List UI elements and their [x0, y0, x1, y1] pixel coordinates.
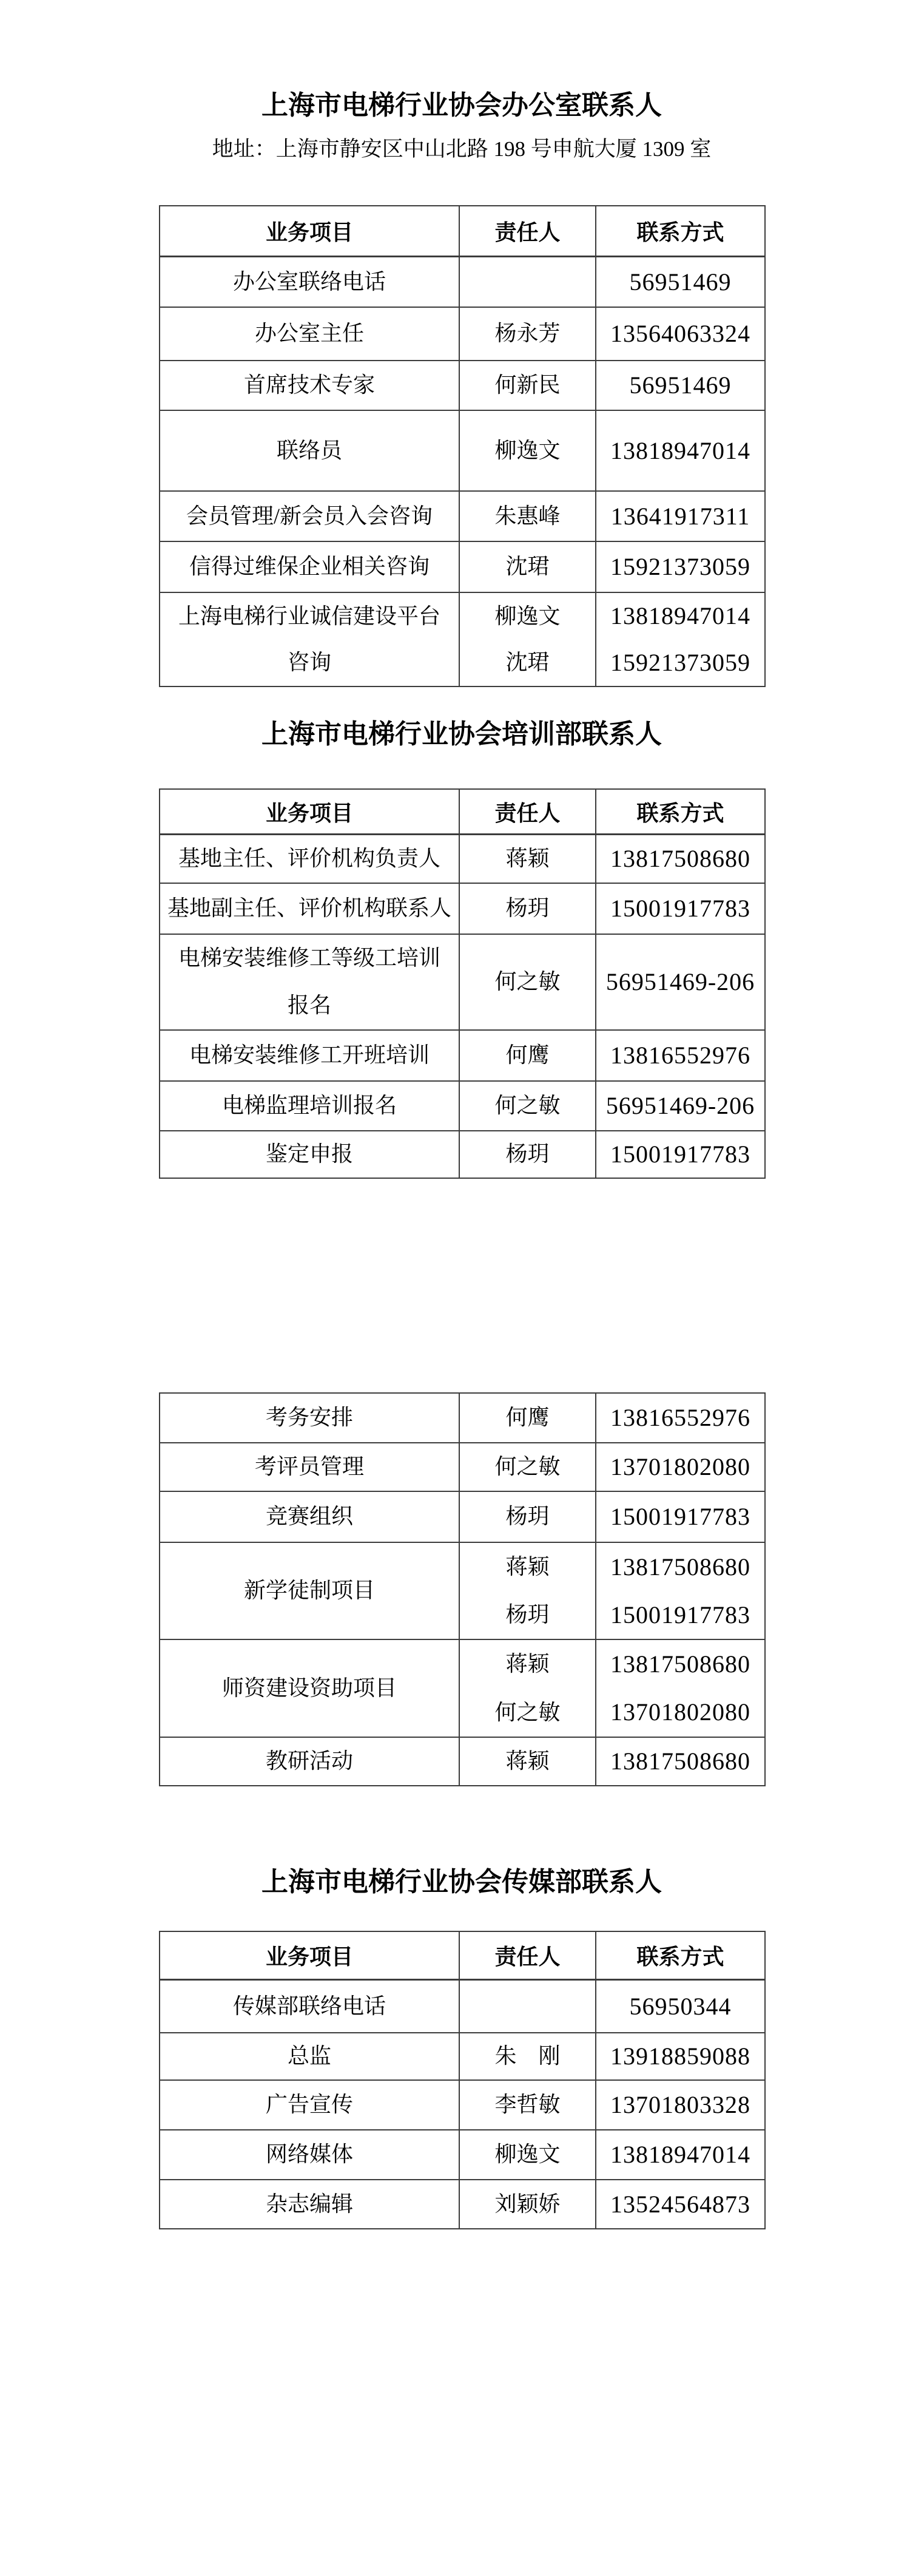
table-cell	[596, 883, 765, 934]
cell-line: 蒋颖	[505, 1749, 550, 1774]
page-break-gap	[159, 1179, 764, 1392]
cell-line: 15001917783	[610, 1601, 750, 1629]
cell-line: 沈珺	[505, 554, 550, 579]
table-cell	[459, 361, 596, 410]
table-cell	[160, 1542, 459, 1639]
cell-line: 13701802080	[610, 1453, 750, 1480]
table-row	[160, 2130, 765, 2180]
cell-line: 15921373059	[610, 648, 750, 676]
cell-line: 基地主任、评价机构负责人	[178, 846, 440, 871]
cell-line: 13816552976	[610, 1042, 750, 1069]
cell-line: 15001917783	[610, 1141, 750, 1168]
training-contacts-continued-grid	[159, 1392, 766, 1786]
table-cell	[160, 1081, 459, 1131]
cell-line: 电梯监理培训报名	[221, 1093, 397, 1118]
table-cell	[596, 2033, 765, 2080]
table-row	[160, 257, 765, 308]
table-cell	[160, 835, 459, 884]
cell-line: 鉴定申报	[265, 1142, 353, 1167]
column-header: 联系方式	[596, 1931, 765, 1980]
cell-line: 13701803328	[610, 2091, 750, 2118]
cell-line: 柳逸文	[494, 2142, 561, 2167]
table-cell	[459, 1081, 596, 1131]
table-cell	[596, 257, 765, 308]
table-row	[160, 883, 765, 934]
table-row	[160, 2033, 765, 2080]
table-cell	[160, 934, 459, 1030]
cell-line: 朱 刚	[494, 2044, 561, 2069]
cell-line: 办公室主任	[254, 321, 364, 346]
table-cell	[160, 2130, 459, 2180]
table-cell	[160, 592, 459, 686]
cell-line	[460, 269, 595, 295]
table-cell	[459, 1131, 596, 1178]
table-cell	[459, 835, 596, 884]
table-row	[160, 1491, 765, 1542]
table-cell	[596, 2080, 765, 2130]
table-cell	[160, 1737, 459, 1786]
office-contacts-grid	[159, 205, 766, 687]
cell-line: 信得过维保企业相关咨询	[189, 554, 430, 579]
header-row	[160, 1931, 765, 1980]
table-cell	[596, 592, 765, 686]
table-row	[160, 934, 765, 1030]
table-cell	[596, 541, 765, 592]
cell-line: 柳逸文	[494, 438, 561, 463]
header-row	[160, 206, 765, 257]
column-header: 业务项目	[160, 789, 459, 835]
cell-line: 13701802080	[610, 1698, 750, 1726]
cell-line: 何新民	[494, 373, 561, 398]
table-cell	[596, 1737, 765, 1786]
cell-line: 杨永芳	[494, 321, 561, 346]
cell-line: 13564063324	[610, 320, 750, 347]
table-cell	[459, 592, 596, 686]
training-contacts-continued-table	[159, 1392, 764, 1786]
table-cell	[459, 2130, 596, 2180]
cell-line: 13818947014	[610, 436, 750, 464]
table-cell	[160, 257, 459, 308]
table-cell	[596, 934, 765, 1030]
cell-line: 上海电梯行业诚信建设平台	[178, 603, 440, 628]
column-header: 责任人	[459, 789, 596, 835]
table-cell	[596, 2130, 765, 2180]
table-cell	[160, 410, 459, 491]
cell-line: 教研活动	[265, 1749, 353, 1774]
table-cell	[596, 1491, 765, 1542]
cell-line: 13817508680	[610, 845, 750, 872]
cell-line: 何鹰	[505, 1405, 550, 1430]
table-row	[160, 491, 765, 541]
cell-line: 15001917783	[610, 895, 750, 922]
cell-line: 56951469	[629, 371, 732, 399]
cell-line: 刘颖娇	[494, 2191, 561, 2216]
table-cell	[596, 1393, 765, 1443]
cell-line: 沈珺	[505, 650, 550, 675]
table-cell	[459, 307, 596, 361]
table-cell	[160, 491, 459, 541]
cell-line: 师资建设资助项目	[221, 1675, 397, 1700]
table-cell	[596, 361, 765, 410]
table-row	[160, 1030, 765, 1081]
cell-line: 杨玥	[505, 1602, 550, 1627]
table-cell	[459, 491, 596, 541]
training-contacts-grid	[159, 788, 766, 1179]
cell-line: 56951469	[629, 268, 732, 296]
table-cell	[459, 257, 596, 308]
cell-line: 考评员管理	[254, 1454, 364, 1479]
table-row	[160, 307, 765, 361]
cell-line: 杨玥	[505, 1142, 550, 1167]
column-header: 责任人	[459, 1931, 596, 1980]
table-row	[160, 361, 765, 410]
table-cell	[596, 1542, 765, 1639]
table-row	[160, 1131, 765, 1178]
table-cell	[596, 1081, 765, 1131]
table-cell	[596, 1443, 765, 1491]
table-cell	[596, 835, 765, 884]
contact-document	[159, 0, 764, 2229]
table-cell	[160, 1131, 459, 1178]
cell-line: 15921373059	[610, 553, 750, 580]
cell-line: 13524564873	[610, 2190, 750, 2218]
table-cell	[459, 883, 596, 934]
cell-line: 56950344	[629, 1992, 732, 2020]
cell-line: 何鹰	[505, 1043, 550, 1068]
table-cell	[596, 1639, 765, 1737]
column-header: 联系方式	[596, 789, 765, 835]
media-section-title: 上海市电梯行业协会传媒部联系人	[261, 1867, 662, 1897]
table-cell	[459, 934, 596, 1030]
table-cell	[459, 1491, 596, 1542]
media-contacts-table	[159, 1931, 764, 2229]
cell-line: 新学徒制项目	[243, 1578, 375, 1603]
table-row	[160, 1737, 765, 1786]
cell-line: 报名	[287, 993, 331, 1018]
training-section-title: 上海市电梯行业协会培训部联系人	[261, 719, 662, 749]
table-row	[160, 1393, 765, 1443]
office-contacts-table	[159, 205, 764, 687]
table-row	[160, 1542, 765, 1639]
cell-line: 广告宣传	[265, 2092, 353, 2117]
cell-line	[460, 1993, 595, 2019]
cell-line: 联络员	[276, 438, 342, 463]
cell-line: 杨玥	[505, 896, 550, 921]
table-cell	[459, 1443, 596, 1491]
cell-line: 考务安排	[265, 1405, 353, 1430]
media-contacts-grid	[159, 1931, 766, 2229]
cell-line: 13818947014	[610, 602, 750, 630]
table-cell	[459, 410, 596, 491]
table-row	[160, 2180, 765, 2229]
header-row	[160, 789, 765, 835]
cell-line: 咨询	[287, 650, 331, 675]
table-cell	[459, 1639, 596, 1737]
table-cell	[459, 541, 596, 592]
table-cell	[596, 410, 765, 491]
cell-line: 会员管理/新会员入会咨询	[186, 503, 433, 528]
table-cell	[160, 361, 459, 410]
cell-line: 蒋颖	[505, 1554, 550, 1579]
table-cell	[160, 541, 459, 592]
cell-line: 杂志编辑	[265, 2191, 353, 2216]
cell-line: 何之敏	[494, 969, 561, 994]
cell-line: 何之敏	[494, 1700, 561, 1724]
table-cell	[160, 1393, 459, 1443]
table-row	[160, 1980, 765, 2033]
table-cell	[160, 2180, 459, 2229]
column-header: 业务项目	[160, 1931, 459, 1980]
table-cell	[596, 1980, 765, 2033]
table-cell	[160, 1639, 459, 1737]
cell-line: 13918859088	[610, 2042, 750, 2070]
table-cell	[596, 1030, 765, 1081]
cell-line: 蒋颖	[505, 1652, 550, 1676]
cell-line: 13817508680	[610, 1747, 750, 1775]
cell-line: 蒋颖	[505, 846, 550, 871]
cell-line: 传媒部联络电话	[232, 1993, 386, 2018]
cell-line: 总监	[287, 2044, 331, 2069]
cell-line: 首席技术专家	[243, 373, 375, 398]
table-cell	[160, 1443, 459, 1491]
cell-line: 13641917311	[610, 502, 750, 530]
cell-line: 网络媒体	[265, 2142, 353, 2167]
cell-line: 电梯安装维修工开班培训	[189, 1043, 430, 1068]
cell-line: 朱惠峰	[494, 503, 561, 528]
table-cell	[459, 2080, 596, 2130]
table-cell	[459, 2033, 596, 2080]
column-header: 责任人	[459, 206, 596, 257]
table-row	[160, 2080, 765, 2130]
cell-line: 56951469-206	[605, 968, 755, 995]
table-row	[160, 1081, 765, 1131]
table-cell	[459, 1737, 596, 1786]
cell-line: 李哲敏	[494, 2092, 561, 2117]
cell-line: 杨玥	[505, 1504, 550, 1529]
table-cell	[459, 1030, 596, 1081]
table-cell	[459, 1393, 596, 1443]
table-cell	[160, 1491, 459, 1542]
table-cell	[596, 491, 765, 541]
cell-line: 13817508680	[610, 1553, 750, 1581]
table-cell	[160, 883, 459, 934]
table-cell	[160, 1030, 459, 1081]
office-address: 地址：上海市静安区中山北路 198 号申航大厦 1309 室	[212, 137, 712, 161]
column-header: 联系方式	[596, 206, 765, 257]
cell-line: 15001917783	[610, 1503, 750, 1530]
cell-line: 何之敏	[494, 1454, 561, 1479]
cell-line: 办公室联络电话	[232, 269, 386, 294]
table-row	[160, 835, 765, 884]
cell-line: 13817508680	[610, 1650, 750, 1678]
cell-line: 电梯安装维修工等级工培训	[178, 946, 440, 971]
training-contacts-table	[159, 788, 764, 1179]
cell-line: 基地副主任、评价机构联系人	[167, 896, 451, 921]
cell-line: 柳逸文	[494, 603, 561, 628]
table-row	[160, 410, 765, 491]
cell-line: 竞赛组织	[265, 1504, 353, 1529]
table-cell	[160, 307, 459, 361]
table-cell	[596, 2180, 765, 2229]
table-row	[160, 541, 765, 592]
table-cell	[459, 1980, 596, 2033]
table-row	[160, 1639, 765, 1737]
cell-line: 56951469-206	[605, 1092, 755, 1119]
column-header: 业务项目	[160, 206, 459, 257]
table-cell	[596, 1131, 765, 1178]
office-section-title: 上海市电梯行业协会办公室联系人	[261, 90, 662, 120]
table-cell	[459, 2180, 596, 2229]
table-cell	[596, 307, 765, 361]
cell-line: 何之敏	[494, 1093, 561, 1118]
cell-line: 13816552976	[610, 1404, 750, 1431]
table-cell	[459, 1542, 596, 1639]
cell-line: 13818947014	[610, 2141, 750, 2168]
table-row	[160, 592, 765, 686]
table-cell	[160, 2033, 459, 2080]
table-cell	[160, 1980, 459, 2033]
table-cell	[160, 2080, 459, 2130]
table-row	[160, 1443, 765, 1491]
